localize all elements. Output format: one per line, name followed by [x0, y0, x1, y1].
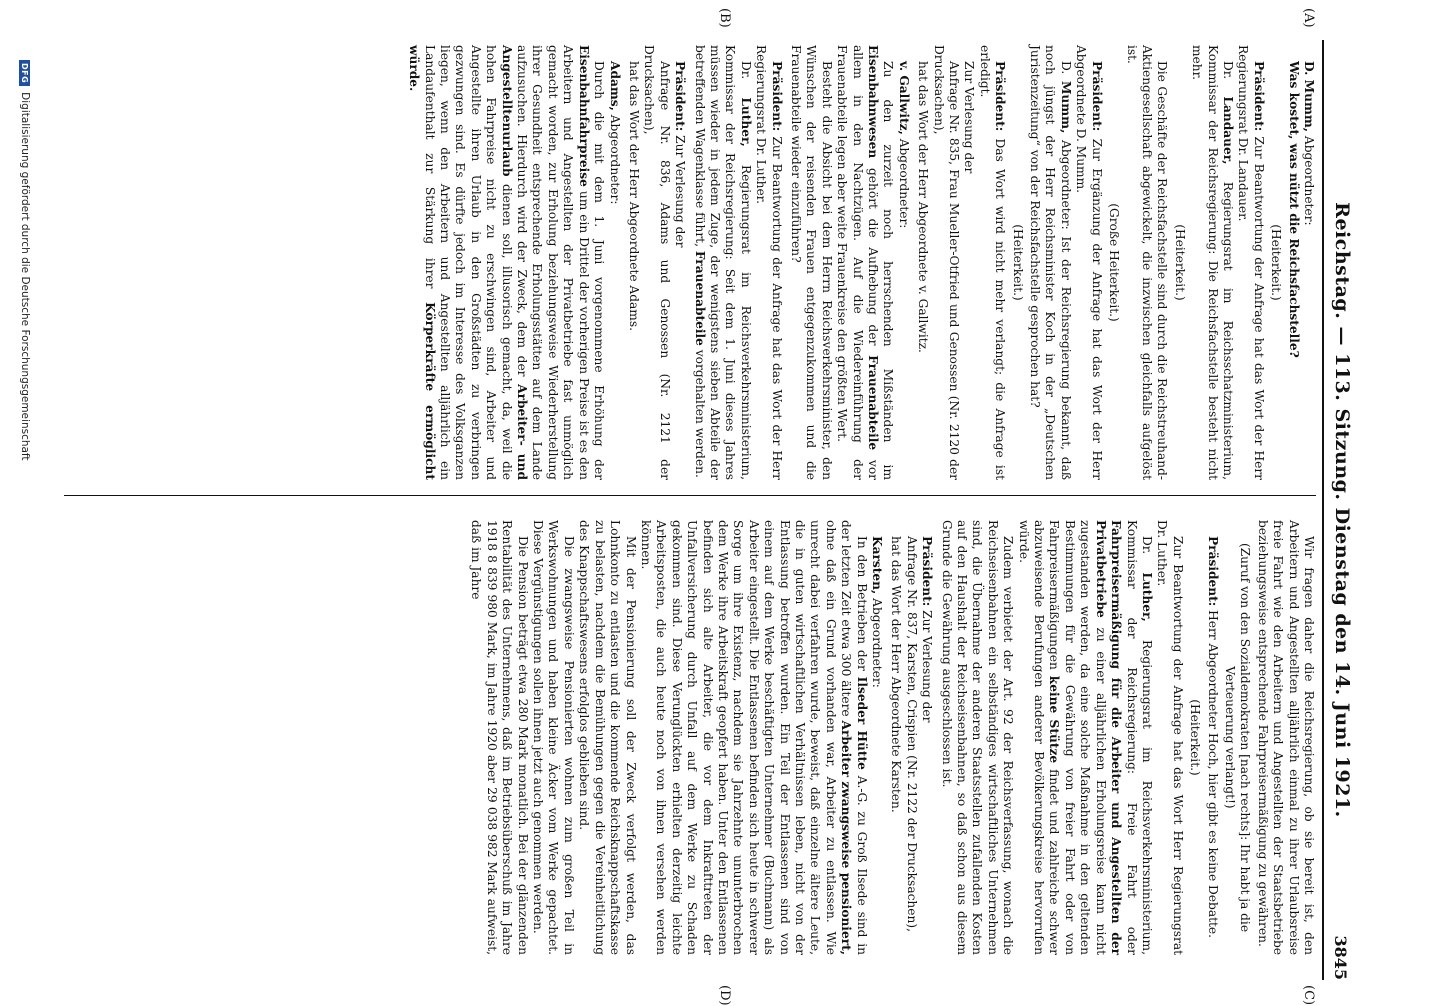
speaker-line: Adams, Abgeordneter: — [607, 61, 622, 205]
inquiry-reference: Anfrage Nr. 837, Karsten, Crispien (Nr. 2122 der Drucksachen), — [904, 536, 919, 932]
speaker-paragraph: Dr. Luther, Regierungsrat im Reichsverkehrsministerium, Kommissar der Reichsregierung: Freie Fahrt oder Fahrpreisermäßigung für die Arbeiter und Angestellten der Privatbetriebe zu einer alljährlichen Erholungsreise kann nicht zugestanden werden, da eine solche Maßnahme in den geltenden Bestimmungen für die Gewährung von freier Fahrt oder von Fahrpreisermäßigungen keine Stütze findet und zahlreiche schwer abzuweisende Berufungen anderer Bevölkerungskreise hervorrufen würde. — [1016, 520, 1154, 955]
margin-marker-c: (C) — [1301, 985, 1316, 1006]
page-header — [1331, 40, 1371, 980]
speaker-paragraph: Präsident: Das Wort wird nicht mehr verlangt; die Anfrage ist erledigt. — [977, 45, 1008, 480]
header-rule — [1322, 40, 1324, 980]
body-paragraph: Zur Beantwortung der Anfrage hat das Wort Herr Regierungsrat Dr. Luther. — [1155, 520, 1185, 955]
body-paragraph: Zu den zurzeit noch herrschenden Mißständen im Eisenbahnwesen gehört die Aufhebung der Frauenabteile vor allem in den Nachtzügen. Auf die Wiedereinführung der Frauenabteile legen aber weite Frauenkreise den größten Wert. — [835, 45, 896, 480]
speaker-paragraph: Dr. Luther, Regierungsrat im Reichsverkehrsministerium, Kommissar der Reichsregierung: Seit dem 1. Juni dieses Jahres müssen wieder in jedem Zuge, der wenigstens sieben Abteile der betreffenden Wagenklasse führt, Frauenabteile vorgehalten werden. — [692, 45, 753, 480]
body-paragraph: Durch die mit dem 1. Juni vorgenommene Erhöhung der Eisenbahnfahrpreise um ein Drittel der vorherigen Preise ist es den Arbeitern und Angestellten der Privatbetriebe fast unmöglich gemacht worden, zur Erholung beziehungsweise Wiederherstellung ihrer Gesundheit entsprechende Erholungsstätten auf dem Lande aufzusuchen. Hierdurch wird der Zweck, dem der Arbeiter- und Angestelltenurlaub dienen soll, illusorisch gemacht, da, weil die hohen Fahrpreise nicht zu erschwingen sind, Arbeiter und Angestellte ihren Urlaub in den Großstädten zu verbringen gezwungen sind. Es dürfte jedoch im Interesse des Volksganzen liegen, wenn den Arbeitern und Angestellten alljährlich ein Landaufenthalt zur Stärkung ihrer Körperkräfte ermöglicht würde. — [407, 45, 607, 480]
inquiry-reference: Anfrage Nr. 835, Frau Mueller-Otfried und Genossen (Nr. 2120 der Drucksachen), — [931, 45, 962, 480]
inquiry-reference: Anfrage Nr. 836, Adams und Genossen (Nr. 2121 der Drucksachen), — [642, 45, 672, 480]
body-paragraph: Wir fragen daher die Reichsregierung, ob sie bereit ist, den Arbeitern und Angestellten alljährlich einmal zu ihrer Urlaubsreise freie Fahrt wie den Arbeitern und Angestellten der Staatsbetriebe beziehungsweise entsprechende Fahrpreisermäßigung zu gewähren. — [1255, 520, 1316, 955]
margin-marker-b: (B) — [717, 8, 732, 28]
question-text: Was kostet, was nützt die Reichsfachstelle? — [1286, 61, 1301, 358]
running-title: Reichstag. — 113. Sitzung. Dienstag den 14. Juni 1921. — [1331, 202, 1353, 818]
body-paragraph: Die Geschäfte der Reichsfachstelle sind durch die Reichstreuhand-Aktiengesellschaft abgewickelt, die inzwischen gleichfalls aufgelöst ist. — [1124, 45, 1170, 480]
speaker-paragraph: Präsident: Zur Beantwortung der Anfrage hat das Wort der Herr Regierungsrat Dr. Landauer. — [1236, 45, 1266, 480]
interjection: (Heiterkeit.) — [1269, 224, 1284, 301]
speaker-line: Karsten, Abgeordneter: — [870, 536, 885, 688]
body-paragraph: hat das Wort der Herr Abgeordnete Karsten. — [889, 536, 904, 813]
column-divider — [64, 495, 1316, 496]
speaker-paragraph: Präsident: Zur Beantwortung der Anfrage hat das Wort der Herr Regierungsrat Dr. Luther. — [754, 45, 784, 480]
interjection: (Zuruf von den Sozialdemokraten [nach rechts]: Ihr habt ja die Verteuerung verlangt!) — [1222, 542, 1253, 933]
margin-marker-a: (A) — [1301, 8, 1316, 28]
body-paragraph: Zur Verlesung der — [962, 61, 977, 174]
body-paragraph: Mit der Pensionierung soll der Zweck verfolgt werden, das Lohnkonto zu entlasten und die kommende Reichsknappschaftskasse zu belasten, nachdem die Bemühungen gegen die Vereinheitlichung des Knappschaftswesens erfolglos geblieben sind. — [577, 520, 638, 955]
body-paragraph: In den Betrieben der Ilseder Hütte A.-G. zu Groß Ilsede sind in der letzten Zeit etwa 300 ältere Arbeiter zwangsweise pensioniert, ohne daß ein Grund vorhanden war, Arbeiter zu entlassen. Wie unrecht dabei verfahren wurde, beweist, daß einzelne ältere Leute, die in guten wirtschaftlichen Verhältnissen leben, nicht von der Entlassung betroffen wurden. Ein Teil der Entlassenen sind von einem auf dem Werke beschäftigten Unternehmer (Buchmann) als Arbeiter eingestellt. Die Entlassenen befinden sich heute in schwerer Sorge um ihre Existenz, nachdem sie Jahrzehnte ununterbrochen dem Werke ihre Arbeitskraft geopfert haben. Unter den Entlassenen befinden sich alte Arbeiter, die vor dem Inkrafttreten der Unfallversicherung durch Unfall auf dem Werke zu Schaden gekommen sind. Diese Verunglückten erhielten derzeitig leichte Arbeitsposten, die auch heute noch von ihnen versehen werden können. — [638, 520, 869, 955]
body-paragraph: Besteht die Absicht bei dem Herrn Reichsverkehrsminister, den Wünschen der reisenden Frauen entgegenzukommen und die Frauenabteile wieder einzuführen? — [789, 45, 834, 480]
credit-text: Digitalisierung gefördert durch die Deutsche Forschungsgemeinschaft — [19, 92, 31, 461]
interjection: (Heiterkeit.) — [1188, 699, 1203, 776]
interjection: (Große Heiterkeit.) — [1107, 203, 1122, 322]
speaker-paragraph: Präsident: Zur Ergänzung der Anfrage hat das Wort der Herr Abgeordnete D. Mumm. — [1074, 45, 1104, 480]
speaker-paragraph: Präsident: Herr Abgeordneter Hoch, hier gibt es keine Debatte. — [1205, 536, 1220, 938]
digitization-credit — [19, 60, 31, 960]
dfg-logo: DFG — [20, 60, 31, 86]
body-paragraph: hat das Wort der Herr Abgeordnete Adams. — [626, 61, 641, 331]
speaker-paragraph: Präsident: Zur Verlesung der — [920, 536, 935, 723]
left-column — [406, 45, 1316, 480]
body-paragraph: Die zwangsweise Pensionierten wohnen zum großen Teil in Werkswohnungen und haben kleine Äcker vom Werke gepachtet. Diese Vergünstigungen sollen ihnen jetzt auch genommen werden. — [531, 520, 576, 955]
interjection: (Heiterkeit.) — [1010, 224, 1025, 301]
right-column — [468, 520, 1316, 955]
interjection: (Heiterkeit.) — [1172, 224, 1187, 301]
page-number: 3845 — [1331, 935, 1350, 980]
speaker-line: v. Gallwitz, Abgeordneter: — [896, 61, 911, 229]
speaker-paragraph: Dr. Landauer, Regierungsrat im Reichsschatzministerium, Kommissar der Reichsregierung: Die Reichsfachstelle besteht nicht mehr. — [1190, 45, 1235, 480]
body-paragraph: Die Pension beträgt etwa 280 Mark monatlich. Bei der glänzenden Rentabilität des Unternehmens, daß im Betriebsüberschuß im Jahre 1918 8 839 980 Mark, im Jahre 1920 aber 29 038 982 Mark aufweist, daß im Jahre — [469, 520, 530, 955]
body-paragraph: Zudem verbietet der Art. 92 der Reichsverfassung, wonach die Reichseisenbahnen ein selbständiges wirtschaftliches Unternehmen sind, die Übernahme der anderen Staatsstellen zufallenden Kosten auf den Haushalt der Reichseisenbahnen, so daß schon aus diesem Grunde die Gewährung ausgeschlossen ist. — [939, 520, 1016, 955]
body-paragraph: hat das Wort der Herr Abgeordnete v. Gallwitz. — [916, 61, 931, 353]
speaker-paragraph: D. Mumm, Abgeordneter: Ist der Reichsregierung bekannt, daß noch jüngst der Herr Reichsminister Koch in der „Deutschen Juristenzeitung“ von der Reichsfachstelle gesprochen hat? — [1028, 45, 1073, 480]
speaker-line: D. Mumm, Abgeordneter: — [1302, 61, 1316, 226]
speaker-paragraph: Präsident: Zur Verlesung der — [673, 61, 688, 248]
margin-marker-d: (D) — [717, 985, 732, 1006]
